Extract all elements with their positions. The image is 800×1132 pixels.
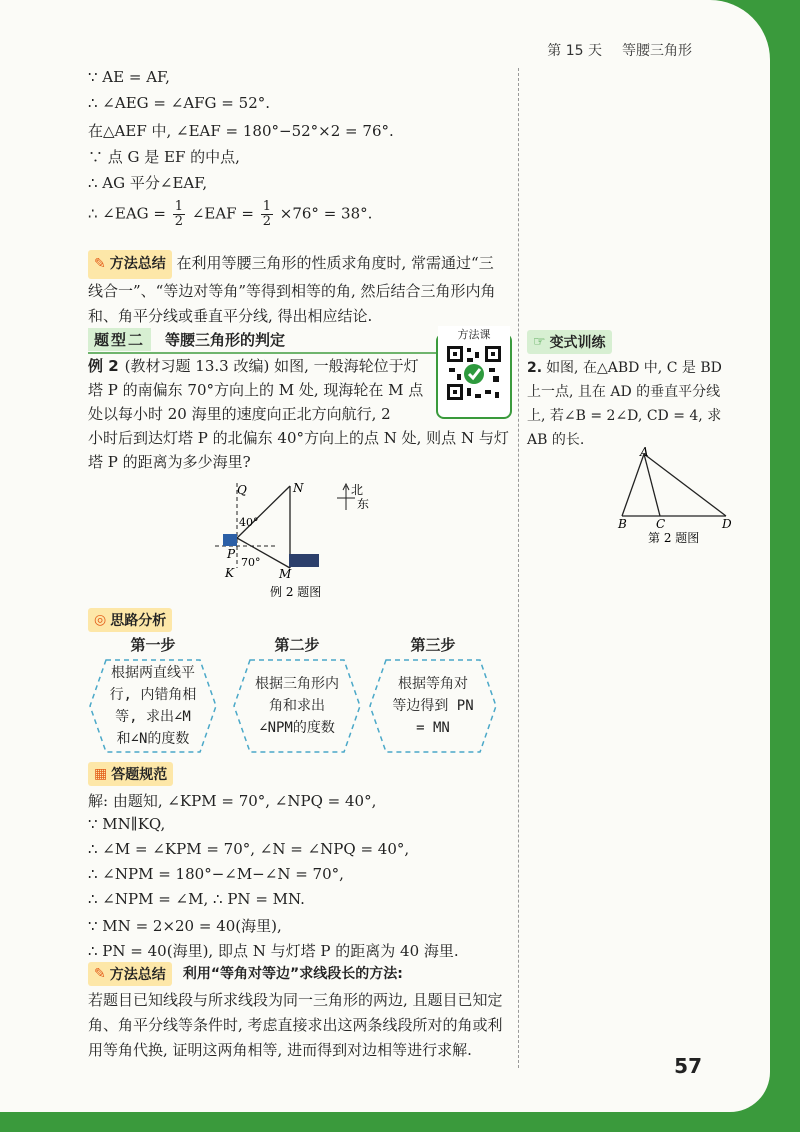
answer-header [88,762,173,786]
figure-caption: 例 2 题图 [270,585,322,599]
label-M: M [279,567,292,581]
example-2-figure [215,478,395,603]
step-3-title: 第三步 [410,636,456,654]
qr-title: 方法课 [457,328,491,341]
frac-suffix: ×76° = 38°. [279,204,373,223]
label-P: P [227,547,236,561]
pencil-icon: ✎ [94,966,106,982]
solution-line-fraction [88,200,372,229]
variant-caption: 第 2 题图 [648,531,700,545]
analysis-header [88,608,172,632]
example-2-text-cont: 小时后到达灯塔 P 的北偏东 40°方向上的点 N 处, 则点 N 与灯塔 P 的距离为多少海里? [88,429,509,471]
variant-label: 变式训练 [549,335,606,351]
solution-line-4: ∵ 点 G 是 EF 的中点, [88,148,240,166]
variant-problem [527,356,737,452]
pencil-icon: ✎ [94,256,106,272]
method-summary-2-text: 若题目已知线段与所求线段为同一三角形的两边, 且题目已知定角、角平分线等条件时, 考虑直接求出这两条线段所对的角或利用等角代换, 证明这两角相等, 进而得到对边相等进行求解. [88,991,503,1059]
fraction-half-2 [261,200,273,229]
answer-line-4: ∴ ∠NPM = 180°−∠M−∠N = 70°, [88,865,344,883]
variant-figure [610,446,740,546]
solution-line-3: 在△AEF 中, ∠EAF = 180°−52°×2 = 76°. [88,122,394,140]
header-topic: 等腰三角形 [622,43,692,59]
variant-text: 如图, 在△ABD 中, C 是 BD 上一点, 且在 AD 的垂直平分线上, 若∠B = 2∠D, CD = 4, 求 AB 的长. [527,360,722,448]
answer-line-3: ∴ ∠M = ∠KPM = 70°, ∠N = ∠NPQ = 40°, [88,840,410,858]
method-summary-tag [88,250,172,279]
solution-line-2: ∴ ∠AEG = ∠AFG = 52°. [88,94,270,112]
frac-prefix: ∴ ∠EAG = [88,204,166,223]
answer-line-1: 解: 由题知, ∠KPM = 70°, ∠NPQ = 40°, [88,792,377,810]
step-1-title: 第一步 [130,636,176,654]
method-summary-2-lead: 利用“等角对等边”求线段长的方法: [182,966,403,982]
page-number: 57 [674,1054,702,1078]
compass-north: 北 [351,483,364,497]
answer-label: 答题规范 [111,767,168,783]
example-2-text [88,354,433,426]
header-day: 第 15 天 [547,43,602,59]
label-70: 70° [241,556,261,569]
target-icon: ◎ [94,612,107,628]
frac-den: 2 [174,214,184,229]
method-summary-2-tag [88,962,172,986]
frac-num: 1 [174,199,184,214]
step-3-text: 根据等角对等边得到 PN = MN [392,676,474,736]
label-B: B [618,517,627,531]
solution-line-1: ∵ AE = AF, [88,68,170,86]
label-N: N [293,481,304,495]
example-label: 例 2 [88,357,119,375]
frac-mid: ∠EAF = [191,204,254,223]
method-summary-1 [88,250,508,329]
method-summary-2-label: 方法总结 [109,967,166,983]
variant-header [527,330,612,354]
step-2-text: 根据三角形内角和求出∠NPM的度数 [255,676,339,736]
answer-line-2: ∵ MN∥KQ, [88,815,166,833]
analysis-label: 思路分析 [110,613,167,629]
hand-pointer-icon: ☞ [533,334,546,350]
step-1-text: 根据两直线平行, 内错角相等, 求出∠M 和∠N的度数 [109,665,197,747]
running-header [547,40,692,60]
step-1-box [88,658,218,758]
calendar-icon: ▦ [94,766,108,782]
frac-num-2: 1 [262,199,271,214]
fraction-half [173,200,185,229]
qr-code-box[interactable] [436,328,512,419]
step-2-title: 第二步 [274,636,320,654]
label-D: D [722,517,732,531]
method-summary-2-header [88,962,403,986]
method-summary-label: 方法总结 [109,256,166,272]
answer-line-7: ∴ PN = 40(海里), 即点 N 与灯塔 P 的距离为 40 海里. [88,942,459,960]
solution-line-5: ∴ AG 平分∠EAF, [88,174,208,192]
label-Q: Q [237,483,247,497]
compass-east: 东 [357,497,370,511]
label-40: 40° [239,516,259,529]
variant-tag [527,330,612,354]
answer-line-6: ∵ MN = 2×20 = 40(海里), [88,917,282,935]
column-divider [518,68,519,1068]
method-summary-text: 在利用等腰三角形的性质求角度时, 常需通过“三线合一”、“等边对等角”等得到相等的角, 然后结合三角形内角和、角平分线或垂直平分线, 得出相应结论. [88,254,496,325]
label-C: C [656,517,666,531]
qr-code-icon [445,344,503,402]
variant-number: 2. [527,360,543,376]
step-3-box [368,658,498,758]
label-A: A [640,446,649,459]
answer-line-5: ∴ ∠NPM = ∠M, ∴ PN = MN. [88,890,305,908]
frac-den-2: 2 [262,214,271,229]
example-text-a: (教材习题 13.3 改编) 如图, 一般海轮位于灯塔 P 的南偏东 70°方向上的 M 处, 现海轮在 M 点处以每小时 20 海里的速度向正北方向航行, 2 [88,357,424,423]
step-2-box [232,658,362,758]
analysis-tag [88,608,172,632]
section-label: 题型二 [88,328,151,351]
label-K: K [225,566,234,580]
answer-tag [88,762,173,786]
section-title: 等腰三角形的判定 [165,330,286,349]
